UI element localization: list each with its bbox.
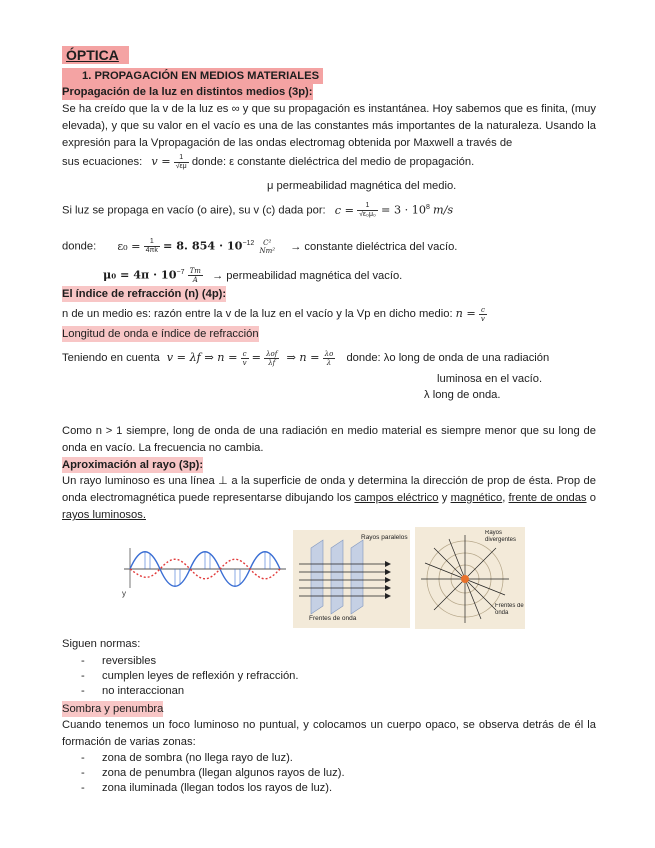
link-frente-de-ondas[interactable]: frente de ondas [508, 492, 587, 504]
epsilon0-value: = 8. 854 · 10 [163, 238, 243, 253]
page-title: ÓPTICA [62, 46, 129, 64]
equation-c-line [62, 198, 453, 221]
rayo-o: o [586, 492, 596, 504]
wave-front-planes [311, 540, 363, 614]
mu-definition: μ permeabilidad magnética del medio. [267, 180, 457, 192]
mu0-exponent: −7 [176, 269, 185, 276]
rayo-comma: , [502, 492, 509, 504]
teniendo-frac2 [264, 350, 279, 367]
parallel-rays-figure [293, 530, 410, 628]
link-campos-electrico[interactable]: campos eléctrico [354, 492, 439, 504]
paragraph-rayo [62, 473, 596, 524]
teniendo-eq2: = [251, 351, 262, 364]
equation-epsilon0-line [62, 234, 457, 257]
list-item: - no interaccionan [62, 684, 299, 699]
wave-axis-label: y [122, 589, 126, 598]
subheading-longitud: Longitud de onda e índice de refracción [62, 328, 259, 340]
divergent-rays-label: Rayos divergentes [485, 530, 517, 543]
teniendo-eq1: v = λf ⇒ n = [166, 351, 238, 364]
parallel-fronts-label: Frentes de onda [309, 615, 357, 622]
equation-v-lhs: v = [151, 155, 171, 168]
epsilon0-unit [257, 239, 277, 255]
indice-definition-line [62, 305, 487, 323]
point-source [461, 575, 469, 583]
list-item: - cumplen leyes de reflexión y refracción. [62, 669, 299, 684]
teniendo-frac1 [241, 350, 249, 367]
indice-denominator: v [480, 314, 485, 323]
epsilon0-denominator: 4πk [145, 247, 158, 255]
teniendo-donde: donde: λo long de onda de una radiación [346, 352, 550, 364]
mu0-description: → permeabilidad magnética del vacío. [212, 269, 403, 282]
equation-c-rhs: = 3 · 10 [381, 203, 426, 217]
teniendo-lambda: λ long de onda. [424, 389, 501, 401]
rayo-y: y [438, 492, 451, 504]
list-item: - zona iluminada (llegan todos los rayos de luz). [62, 781, 345, 796]
teniendo-frac3-num: λo [324, 349, 334, 358]
subheading-rayo: Aproximación al rayo (3p): [62, 459, 204, 471]
equation-v-denominator: √εμ [175, 162, 187, 170]
mu0-unit [188, 267, 203, 284]
section-heading-1: 1. PROPAGACIÓN EN MEDIOS MATERIALES [62, 68, 323, 84]
teniendo-frac2-num: λof [266, 349, 278, 358]
epsilon0-fraction [144, 238, 160, 255]
epsilon0-unit-num: C² [263, 238, 272, 247]
mu0-lhs: μ₀ = 4π · 10 [103, 267, 177, 282]
normas-title: Siguen normas: [62, 638, 141, 650]
epsilon0-exponent: −12 [242, 240, 255, 247]
equation-c-lhs: c = [334, 203, 354, 217]
link-magnetico[interactable]: magnético [450, 492, 503, 504]
vacuum-text: Si luz se propaga en vacío (o aire), su v (c) dada por: [62, 204, 326, 217]
divergent-rays-figure [415, 527, 525, 629]
normas-list [62, 654, 299, 699]
teniendo-eq3: ⇒ n = [286, 351, 320, 364]
list-item: - zona de sombra (no llega rayo de luz). [62, 751, 345, 766]
indice-definition: n de un medio es: razón entre la v de la luz en el vacío y la Vp en dicho medio: [62, 308, 453, 320]
equation-v-intro: sus ecuaciones: [62, 156, 143, 168]
equation-c-unit: m/s [432, 203, 454, 217]
equation-mu0-line [103, 263, 402, 286]
epsilon0-description: → constante dieléctrica del vacío. [290, 240, 458, 253]
subheading-indice: El índice de refracción (n) (4p): [62, 288, 227, 300]
donde-label: donde: [62, 240, 97, 253]
link-rayos-luminosos[interactable]: rayos luminosos. [62, 509, 146, 521]
subheading-sombra: Sombra y penumbra [62, 703, 164, 715]
equation-c-denominator: √ε₀μ₀ [359, 211, 376, 219]
subheading-propagacion: Propagación de la luz en distintos medios (3p): [62, 86, 313, 98]
zonas-list [62, 751, 345, 796]
epsilon0-lhs: ε₀ = [117, 239, 141, 253]
paragraph-sombra: Cuando tenemos un foco luminoso no puntual, y colocamos un cuerpo opaco, se observa detrás de él la formación de varias zonas: [62, 719, 596, 748]
mu0-unit-den: A [192, 276, 198, 285]
equation-v-line [62, 153, 474, 171]
epsilon0-unit-den: Nm² [259, 246, 276, 255]
indice-eq-lhs: n = [455, 307, 476, 320]
equation-c-exponent: 8 [425, 204, 430, 211]
indice-numerator: c [479, 306, 487, 315]
equation-c-numerator: 1 [357, 202, 378, 211]
teniendo-frac3-den: λ [326, 358, 332, 367]
paragraph-propagacion: Se ha creído que la v de la luz es ∞ y que su propagación es instantánea. Hoy sabemos que es finita, (muy elevada), y que su valor en el vacío es una de las constantes más importantes de la naturaleza. Usando la expresión para la Vpropagación de las ondas electromag obtenida por Maxwell a través de [62, 103, 596, 149]
mu0-unit-num: Tm [189, 267, 201, 276]
equation-v-numerator: 1 [174, 154, 189, 163]
list-item: - zona de penumbra (llegan algunos rayos de luz). [62, 766, 345, 781]
teniendo-frac1-num: c [241, 350, 249, 359]
indice-fraction [479, 306, 487, 323]
teniendo-luminosa: luminosa en el vacío. [437, 373, 543, 385]
divergent-fronts-label: Frentes de onda [495, 603, 524, 616]
list-item: - reversibles [62, 654, 299, 669]
teniendo-line [62, 347, 549, 369]
epsilon0-numerator: 1 [144, 238, 160, 247]
teniendo-frac1-den: v [242, 358, 247, 367]
teniendo-frac2-den: λf [268, 358, 276, 367]
parallel-rays-label: Rayos paralelos [361, 534, 408, 541]
teniendo-frac3 [323, 350, 336, 367]
equation-c-fraction [357, 202, 378, 219]
teniendo-text: Teniendo en cuenta [62, 352, 160, 364]
equation-v-fraction [174, 154, 189, 171]
equation-v-where: donde: ε constante dieléctrica del medio de propagación. [191, 156, 475, 168]
electromagnetic-wave-figure [120, 538, 290, 600]
paragraph-como-n: Como n > 1 siempre, long de onda de una radiación en medio material es siempre menor que su long de onda en vacío. La frecuencia no cambia. [62, 425, 596, 454]
rayo-text: Un rayo luminoso es una línea ⊥ a la superficie de onda y determina la dirección de prop de ésta. Prop de onda electromagnética puede representarse dibujando los [62, 475, 596, 504]
